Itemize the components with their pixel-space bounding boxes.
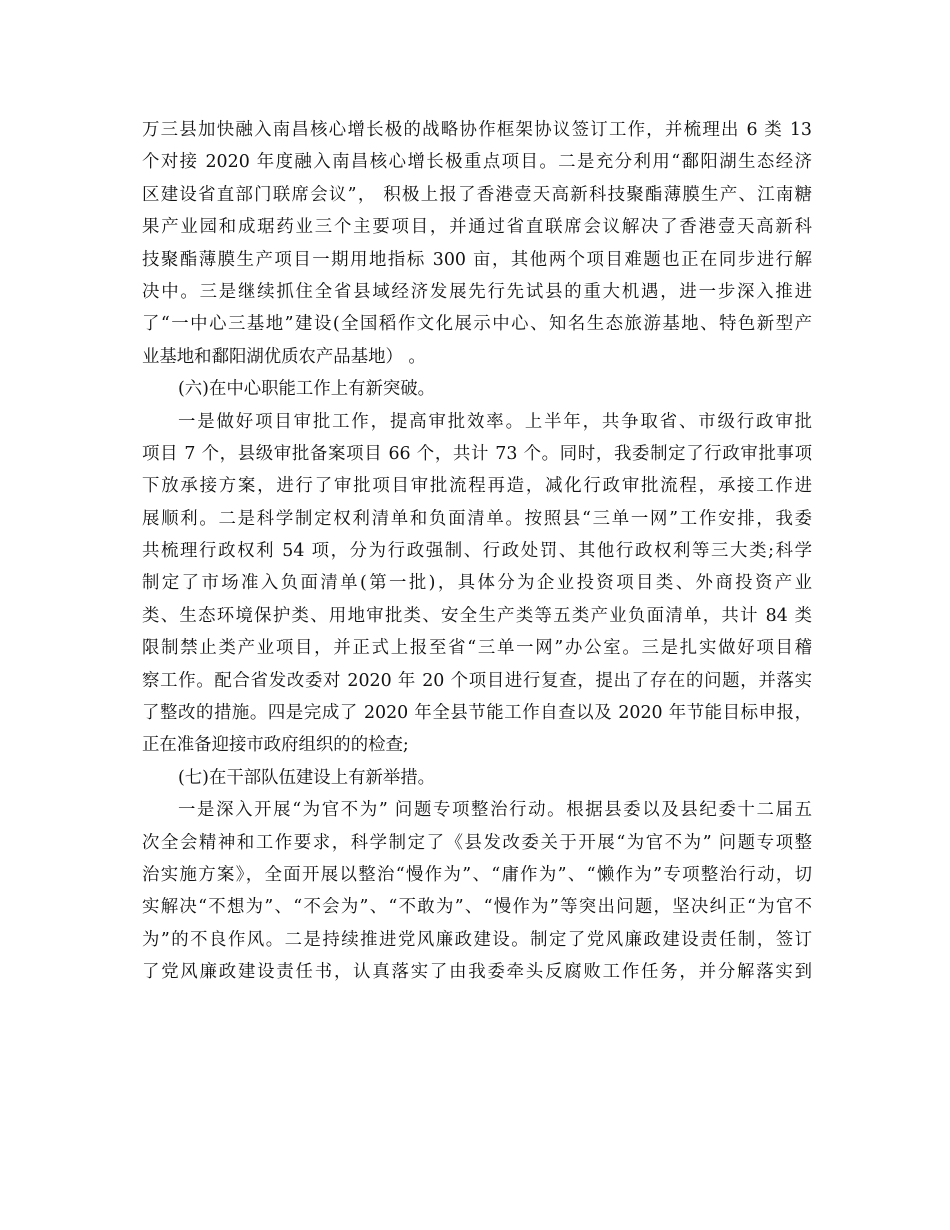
text-line: 察工作。配合省发改委对 2020 年 20 个项目进行复查，提出了存在的问题，并落实 <box>142 670 812 691</box>
text-line: 次全会精神和工作要求，科学制定了《县发改委关于开展“为官不为” 问题专项整 <box>142 832 812 853</box>
text-line: 治实施方案》，全面开展以整治“慢作为”、“庸作为”、“懒作为”专项整治行动，切 <box>142 864 812 885</box>
text-line: 一是做好项目审批工作，提高审批效率。上半年，共争取省、市级行政审批 <box>178 411 812 432</box>
text-line: 了“一中心三基地”建设(全国稻作文化展示中心、知名生态旅游基地、特色新型产 <box>142 314 812 335</box>
text-line: 技聚酯薄膜生产项目一期用地指标 300 亩，其他两个项目难题也正在同步进行解 <box>142 249 812 270</box>
text-line: 正在准备迎接市政府组织的的检查; <box>142 735 409 756</box>
text-line: 果产业园和成琚药业三个主要项目，并通过省直联席会议解决了香港壹天高新科 <box>142 217 812 238</box>
text-line: 决中。三是继续抓住全省县域经济发展先行先试县的重大机遇，进一步深入推进 <box>142 281 812 302</box>
text-line: 类、生态环境保护类、用地审批类、安全生产类等五类产业负面清单，共计 84 类 <box>142 605 812 626</box>
text-line: 一是深入开展“为官不为” 问题专项整治行动。根据县委以及县纪委十二届五 <box>178 800 812 821</box>
section-heading: (七)在干部队伍建设上有新举措。 <box>178 767 436 788</box>
text-line: 制定了市场准入负面清单(第一批)，具体分为企业投资项目类、外商投资产业 <box>142 573 812 594</box>
text-line: 展顺利。二是科学制定权利清单和负面清单。按照县“三单一网”工作安排，我委 <box>142 508 812 529</box>
text-line: 下放承接方案，进行了审批项目审批流程再造，减化行政审批流程，承接工作进 <box>142 476 812 497</box>
text-line: 了整改的措施。四是完成了 2020 年全县节能工作自查以及 2020 年节能目标申报， <box>142 703 812 724</box>
body-text <box>142 114 812 989</box>
text-line: 共梳理行政权利 54 项，分为行政强制、行政处罚、其他行政权利等三大类;科学 <box>142 541 812 562</box>
text-line: 区建设省直部门联席会议”， 积极上报了香港壹天高新科技聚酯薄膜生产、江南糖 <box>142 184 812 205</box>
text-line: 个对接 2020 年度融入南昌核心增长极重点项目。二是充分利用“鄱阳湖生态经济 <box>142 152 812 173</box>
text-line: 限制禁止类产业项目，并正式上报至省“三单一网”办公室。三是扎实做好项目稽 <box>142 638 812 659</box>
section-heading: (六)在中心职能工作上有新突破。 <box>178 379 436 400</box>
text-line: 了党风廉政建设责任书，认真落实了由我委牵头反腐败工作任务，并分解落实到 <box>142 962 812 983</box>
text-line: 业基地和鄱阳湖优质农产品基地） 。 <box>142 346 426 367</box>
text-line: 项目 7 个，县级审批备案项目 66 个，共计 73 个。同时，我委制定了行政审批事项 <box>142 443 812 464</box>
text-line: 实解决“不想为”、“不会为”、“不敢为”、“慢作为”等突出问题，坚决纠正“为官不 <box>142 897 812 918</box>
text-line: 万三县加快融入南昌核心增长极的战略协作框架协议签订工作，并梳理出 6 类 13 <box>142 120 812 140</box>
text-line: 为”的不良作风。二是持续推进党风廉政建设。制定了党风廉政建设责任制，签订 <box>142 929 812 950</box>
